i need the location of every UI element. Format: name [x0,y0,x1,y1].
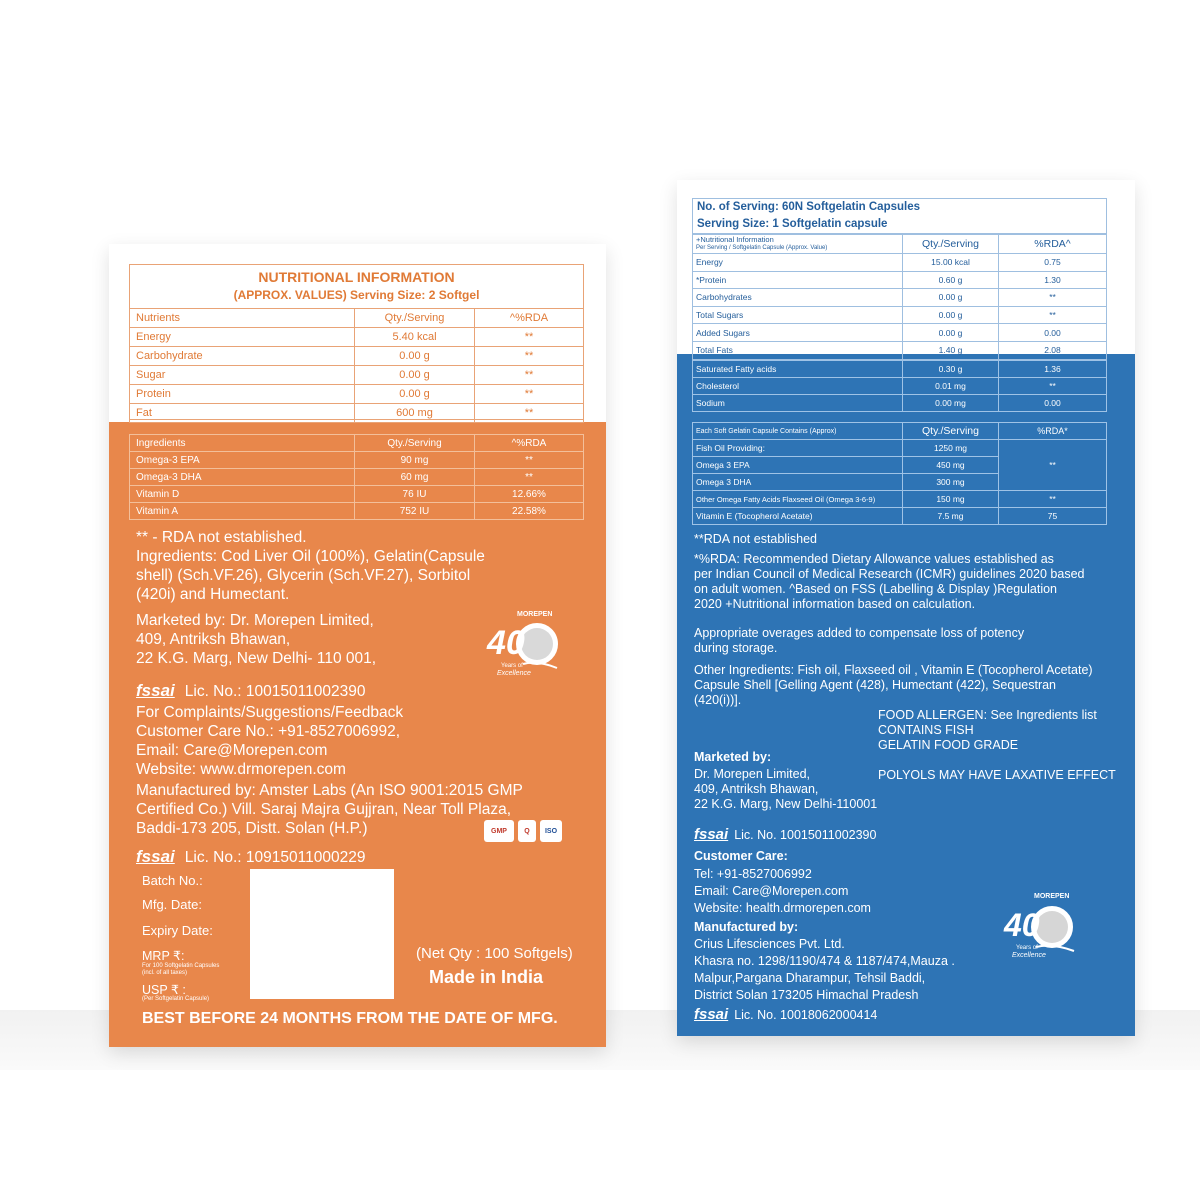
rda-note: **RDA not established [694,532,817,546]
fssai-license-row [136,847,365,867]
other-ingredients: Other Ingredients: Fish oil, Flaxseed oil , Vitamin E (Tocopherol Acetate) [694,663,1093,677]
table-cell: 90 mg [355,452,475,469]
table-cell: 5.40 kcal [355,328,475,347]
badge-number: 40 [487,624,525,662]
table-row [130,347,584,366]
serving-count: No. of Serving: 60N Softgelatin Capsules [697,201,921,213]
badge-brand: MOREPEN [1034,893,1070,900]
nutrition-subtitle: (APPROX. VALUES) Serving Size: 2 Softgel [233,288,480,302]
manufactured-line: Certified Co.) Vill. Saraj Majra Gujjran, Near Toll Plaza, [136,801,512,818]
license-number: Lic. No. 10015011002390 [734,828,877,842]
manufactured-line: Malpur,Pargana Dharampur, Tehsil Baddi, [694,971,926,985]
manufactured-line: Baddi-173 205, Distt. Solan (H.P.) [136,820,368,837]
mrp-note: For 100 Softgelatin Capsules [142,963,220,969]
left-label-panel [109,244,606,1047]
table-row [693,423,1107,440]
table-row [693,341,1107,359]
allergen-line: FOOD ALLERGEN: See Ingredients list [878,708,1097,722]
table-cell: ** [999,289,1107,307]
table-cell: Omega-3 EPA [130,452,355,469]
table-row [693,395,1107,412]
table-cell: Total Sugars [693,306,903,324]
customer-care-label: Customer Care: [694,849,788,863]
capsule-contents-table [692,422,1107,525]
table-row [693,271,1107,289]
serving-box [692,198,1107,234]
table-cell: 75 [999,508,1107,525]
table-row [693,440,1107,457]
table-cell [693,235,903,254]
table-row [130,503,584,520]
table-cell: 1.30 [999,271,1107,289]
contact-line: Customer Care No.: +91-8527006992, [136,723,401,740]
badge-brand: MOREPEN [517,611,553,618]
manufactured-line: Khasra no. 1298/1190/474 & 1187/474,Mauza . [694,954,955,968]
usp-label: USP ₹ : [142,983,186,997]
fssai-license-row [694,1007,877,1023]
contact-line: Website: www.drmorepen.com [136,761,346,778]
care-line: Website: health.drmorepen.com [694,901,871,915]
rda-definition: on adult women. ^Based on FSS (Labelling & Display )Regulation [694,582,1058,596]
table-cell: 0.75 [999,254,1107,272]
table-cell: ** [475,452,584,469]
table-row [693,324,1107,342]
fssai-logo: fssai [136,681,175,700]
mfg-label: Mfg. Date: [142,897,202,912]
table-cell: ** [475,385,584,404]
table-cell: Total Fats [693,341,903,359]
rda-definition: per Indian Council of Medical Research (ICMR) guidelines 2020 based [694,567,1085,581]
marketed-line: 22 K.G. Marg, New Delhi-110001 [694,797,878,811]
table-cell: Energy [693,254,903,272]
table-row [130,435,584,452]
table-cell: 7.5 mg [903,508,999,525]
table-row [130,309,584,328]
badge-number: 40 [1004,907,1040,943]
table-cell: Carbohydrates [693,289,903,307]
ingredients-line: (420i) and Humectant. [136,586,290,603]
mrp-note: (incl. of all taxes) [142,970,188,976]
table-cell: Cholesterol [693,378,903,395]
fssai-license-row [136,681,365,701]
anniversary-badge [487,611,567,684]
table-cell: ^%RDA [475,309,584,328]
table-cell: ^%RDA [475,435,584,452]
table-cell: 0.00 [999,324,1107,342]
quality-logo: Q [518,820,536,842]
table-cell: Qty./Serving [903,235,999,254]
license-number: Lic. No.: 10915011000229 [184,849,366,866]
best-before: BEST BEFORE 24 MONTHS FROM THE DATE OF MFG. [142,1010,558,1027]
table-cell: Saturated Fatty acids [693,361,903,378]
table-cell: 0.00 g [355,347,475,366]
table-cell: Vitamin D [130,486,355,503]
batch-label: Batch No.: [142,873,203,888]
net-quantity: (Net Qty : 100 Softgels) [416,945,573,962]
table-cell: Other Omega Fatty Acids Flaxseed Oil (Omega 3-6-9) [693,491,903,508]
table-cell: 1250 mg [903,440,999,457]
table-row [693,378,1107,395]
table-row [693,306,1107,324]
table-cell: Fish Oil Providing: [693,440,903,457]
table-cell: Sugar [130,366,355,385]
table-cell: ** [475,366,584,385]
allergen-line: CONTAINS FISH [878,723,974,737]
table-cell: ** [475,404,584,423]
table-cell: 0.00 g [903,324,999,342]
marketed-label: Marketed by: [694,750,772,764]
other-ingredients: Capsule Shell [Gelling Agent (428), Humectant (422), Sequestran [694,678,1057,692]
table-cell: 0.30 g [903,361,999,378]
contact-line: For Complaints/Suggestions/Feedback [136,704,404,721]
table-cell: 300 mg [903,474,999,491]
table-row [693,235,1107,254]
table-cell: Omega-3 DHA [130,469,355,486]
table-cell: 0.00 mg [903,395,999,412]
marketed-line: Dr. Morepen Limited, [694,767,811,781]
table-header-title: +Nutritional Information [696,235,774,244]
table-cell: 0.00 g [355,366,475,385]
ingredients-line: shell) (Sch.VF.26), Glycerin (Sch.VF.27), Sorbitol [136,567,471,584]
rda-definition: *%RDA: Recommended Dietary Allowance values established as [694,552,1054,566]
ingredients-line: Ingredients: Cod Liver Oil (100%), Gelatin(Capsule [136,548,485,565]
overages-note: during storage. [694,641,778,655]
table-row [693,361,1107,378]
table-cell: 2.08 [999,341,1107,359]
table-cell: 22.58% [475,503,584,520]
table-cell: 0.00 g [903,306,999,324]
table-cell: Each Soft Gelatin Capsule Contains (Approx) [693,423,903,440]
batch-print-area [250,869,394,999]
badge-sub: Excellence [497,670,531,677]
manufactured-label: Manufactured by: [694,920,799,934]
table-cell: Omega 3 EPA [693,457,903,474]
nutrition-table [129,308,584,423]
table-cell: 15.00 kcal [903,254,999,272]
marketed-line: 409, Antriksh Bhawan, [694,782,819,796]
table-row [693,289,1107,307]
table-cell: ** [475,347,584,366]
ingredients-table [129,434,584,520]
table-cell: Energy [130,328,355,347]
table-cell: ** [475,469,584,486]
fssai-license-row [694,827,876,843]
usp-note: (Per Softgelatin Capsule) [142,996,210,1002]
table-cell: 1.36 [999,361,1107,378]
table-cell: ** [999,440,1107,491]
serving-size: Serving Size: 1 Softgelatin capsule [697,218,888,230]
table-cell: ** [475,328,584,347]
mrp-label: MRP ₹: [142,949,185,963]
table-cell: Vitamin E (Tocopherol Acetate) [693,508,903,525]
table-header-sub: Per Serving / Softgelatin Capsule (Approx. Value) [696,245,828,251]
table-row [693,254,1107,272]
table-cell: Protein [130,385,355,404]
table-cell: Ingredients [130,435,355,452]
table-cell: Carbohydrate [130,347,355,366]
table-cell: 1.40 g [903,341,999,359]
expiry-label: Expiry Date: [142,923,213,938]
table-cell: Vitamin A [130,503,355,520]
table-row [693,491,1107,508]
rda-note: ** - RDA not established. [136,529,307,546]
table-row [130,366,584,385]
badge-sub: Years of [1016,945,1038,951]
table-cell: ** [999,306,1107,324]
marketed-line: Marketed by: Dr. Morepen Limited, [136,612,374,629]
table-cell: 0.00 [999,395,1107,412]
table-cell: Qty./Serving [355,435,475,452]
table-cell: 0.00 g [355,385,475,404]
table-cell: ** [999,491,1107,508]
table-cell: Qty./Serving [355,309,475,328]
nutrition-table [692,234,1107,360]
table-cell: 60 mg [355,469,475,486]
license-number: Lic. No. 10018062000414 [734,1008,878,1022]
rda-definition: 2020 +Nutritional information based on calculation. [694,597,976,611]
table-cell: 150 mg [903,491,999,508]
overages-note: Appropriate overages added to compensate loss of potency [694,626,1025,640]
marketed-line: 409, Antriksh Bhawan, [136,631,291,648]
table-cell: %RDA^ [999,235,1107,254]
contact-line: Email: Care@Morepen.com [136,742,328,759]
right-label-panel [677,180,1135,1036]
table-cell: 76 IU [355,486,475,503]
table-row [130,328,584,347]
table-cell: %RDA* [999,423,1107,440]
other-ingredients: (420(i))]. [694,693,742,707]
table-cell: Fat [130,404,355,423]
table-cell: 0.00 g [903,289,999,307]
table-cell: Qty./Serving [903,423,999,440]
fssai-logo: fssai [136,847,175,866]
nutrition-title: NUTRITIONAL INFORMATION [258,269,455,285]
table-row [130,469,584,486]
table-cell: 450 mg [903,457,999,474]
manufactured-line: District Solan 173205 Himachal Pradesh [694,988,919,1002]
nutrition-table-continued [692,360,1107,412]
badge-sub: Excellence [1012,952,1046,959]
polyols-warning: POLYOLS MAY HAVE LAXATIVE EFFECT [878,768,1116,782]
table-cell: 12.66% [475,486,584,503]
certification-logos [484,820,562,842]
table-cell: ** [999,378,1107,395]
table-cell: *Protein [693,271,903,289]
made-in-india: Made in India [429,967,544,987]
anniversary-badge [1002,895,1082,965]
marketed-line: 22 K.G. Marg, New Delhi- 110 001, [136,650,377,667]
table-cell: 752 IU [355,503,475,520]
table-cell: Added Sugars [693,324,903,342]
fssai-logo: fssai [694,826,729,843]
table-cell: 0.60 g [903,271,999,289]
manufactured-line: Manufactured by: Amster Labs (An ISO 9001:2015 GMP [136,782,523,799]
table-row [130,404,584,423]
care-line: Email: Care@Morepen.com [694,884,849,898]
table-cell: Nutrients [130,309,355,328]
table-row [130,385,584,404]
table-cell: 0.01 mg [903,378,999,395]
table-cell: 600 mg [355,404,475,423]
manufactured-line: Crius Lifesciences Pvt. Ltd. [694,937,845,951]
table-row [130,486,584,503]
iso-logo: ISO [540,820,562,842]
gmp-logo: GMP [484,820,514,842]
table-cell: Sodium [693,395,903,412]
table-cell: Omega 3 DHA [693,474,903,491]
table-row [130,452,584,469]
badge-sub: Years of [501,663,523,669]
license-number: Lic. No.: 10015011002390 [184,683,366,700]
care-line: Tel: +91-8527006992 [694,867,812,881]
allergen-line: GELATIN FOOD GRADE [878,738,1019,752]
fssai-logo: fssai [694,1006,729,1023]
table-row [693,508,1107,525]
